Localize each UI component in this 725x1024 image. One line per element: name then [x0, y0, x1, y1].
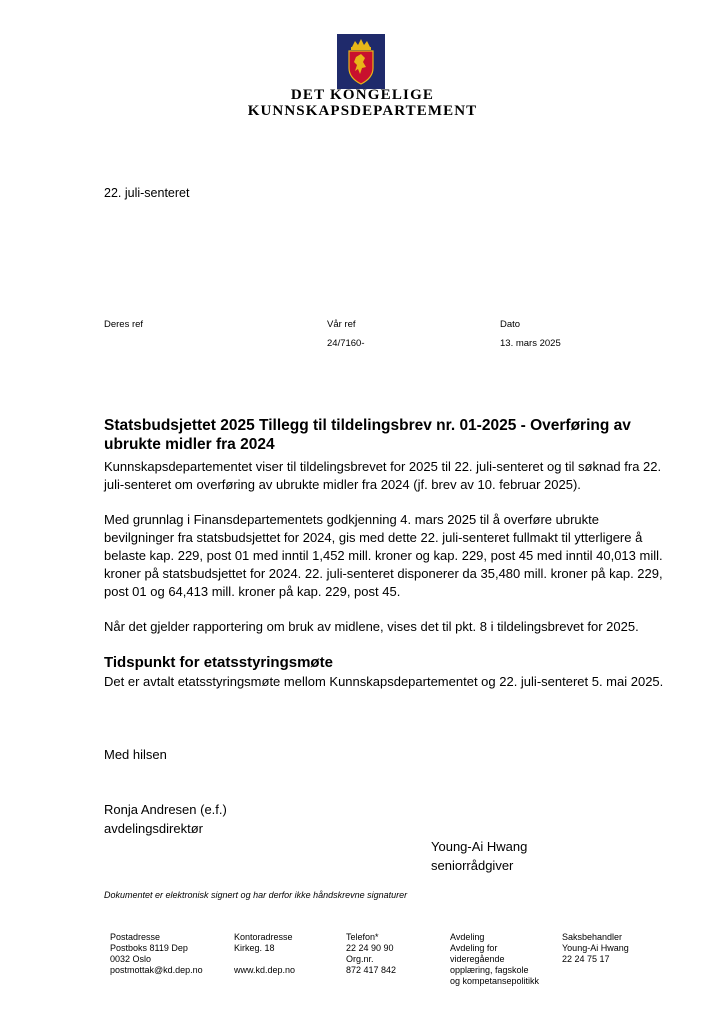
footer-office-column — [234, 932, 295, 976]
var-ref-label: Vår ref — [327, 319, 356, 330]
paragraph-2: Med grunnlag i Finansdepartementets godkjenning 4. mars 2025 til å overføre ubrukte bevilgninger fra statsbudsjettet for 2024, gis med dette 22. juli-senteret fullmakt til ytterligere å belaste kap. 229, post 01 med inntil 1,452 mill. kroner og kap. 229, post 45 med inntil 40,013 mill. kroner på statsbudsjettet for 2024. 22. juli-senteret disponerer da 35,480 mill. kroner på kap. 229, post 01 og 64,413 mill. kroner på kap. 229, post 45. — [104, 512, 663, 599]
paragraph-4: Det er avtalt etatsstyringsmøte mellom Kunnskapsdepartementet og 22. juli-senteret 5. mai 2025. — [104, 674, 664, 689]
org-name-line1: DET KONGELIGE — [290, 87, 435, 103]
footer-office-label: Kontoradresse — [234, 932, 293, 942]
deres-ref-label: Deres ref — [104, 319, 144, 330]
footer-orgnr-label: Org.nr. — [346, 954, 374, 964]
footer-phone-label: Telefon* — [346, 932, 379, 942]
signer2-name: Young-Ai Hwang — [431, 839, 528, 854]
letter-title: Statsbudsjettet 2025 Tillegg til tildelingsbrev nr. 01-2025 - Overføring av ubrukte midler fra 2024 — [104, 417, 631, 453]
footer-phone-column — [346, 932, 396, 976]
section-heading: Tidspunkt for etatsstyringsmøte — [104, 654, 333, 671]
footer-office-address: Kirkeg. 18 — [234, 943, 275, 953]
footer-department-line3: opplæring, fagskole — [450, 965, 529, 975]
footer-department-column — [450, 932, 539, 987]
footer-handler-phone: 22 24 75 17 — [562, 954, 610, 964]
footer-office-spacer — [234, 954, 295, 965]
signature-note: Dokumentet er elektronisk signert og har derfor ikke håndskrevne signaturer — [104, 890, 408, 900]
footer-handler-label: Saksbehandler — [562, 932, 623, 942]
footer-department-line1: Avdeling for — [450, 943, 498, 953]
footer-postal-city: 0032 Oslo — [110, 954, 152, 964]
signer1-name: Ronja Andresen (e.f.) — [104, 802, 227, 817]
footer-website-link[interactable]: www.kd.dep.no — [234, 965, 296, 975]
footer-handler-name: Young-Ai Hwang — [562, 943, 629, 953]
footer-email-link[interactable]: postmottak@kd.dep.no — [110, 965, 203, 975]
greeting: Med hilsen — [104, 747, 167, 762]
footer-postal-box: Postboks 8119 Dep — [110, 943, 188, 953]
paragraph-1: Kunnskapsdepartementet viser til tildelingsbrevet for 2025 til 22. juli-senteret og til søknad fra 22. juli-senteret om overføring av ubrukte midler fra 2024 (jf. brev av 10. februar 2025). — [104, 459, 662, 492]
footer-postal-column — [110, 932, 203, 976]
footer-department-line2: videregående — [450, 954, 505, 964]
coat-of-arms-icon — [337, 34, 385, 89]
footer-phone-value: 22 24 90 90 — [346, 943, 394, 953]
signer2-title: seniorrådgiver — [431, 858, 514, 873]
dato-value: 13. mars 2025 — [500, 338, 561, 349]
recipient: 22. juli-senteret — [104, 186, 190, 200]
footer-postal-label: Postadresse — [110, 932, 161, 942]
footer-orgnr-value: 872 417 842 — [346, 965, 397, 975]
var-ref-value: 24/7160- — [327, 338, 365, 349]
dato-label: Dato — [500, 319, 521, 330]
footer-handler-column — [562, 932, 629, 965]
footer-department-label: Avdeling — [450, 932, 485, 942]
signer1-title: avdelingsdirektør — [104, 821, 203, 836]
footer-department-line4: og kompetansepolitikk — [450, 976, 540, 986]
paragraph-3: Når det gjelder rapportering om bruk av midlene, vises det til pkt. 8 i tildelingsbrevet for 2025. — [104, 619, 639, 634]
org-name-line2: KUNNSKAPSDEPARTEMENT — [247, 103, 478, 119]
